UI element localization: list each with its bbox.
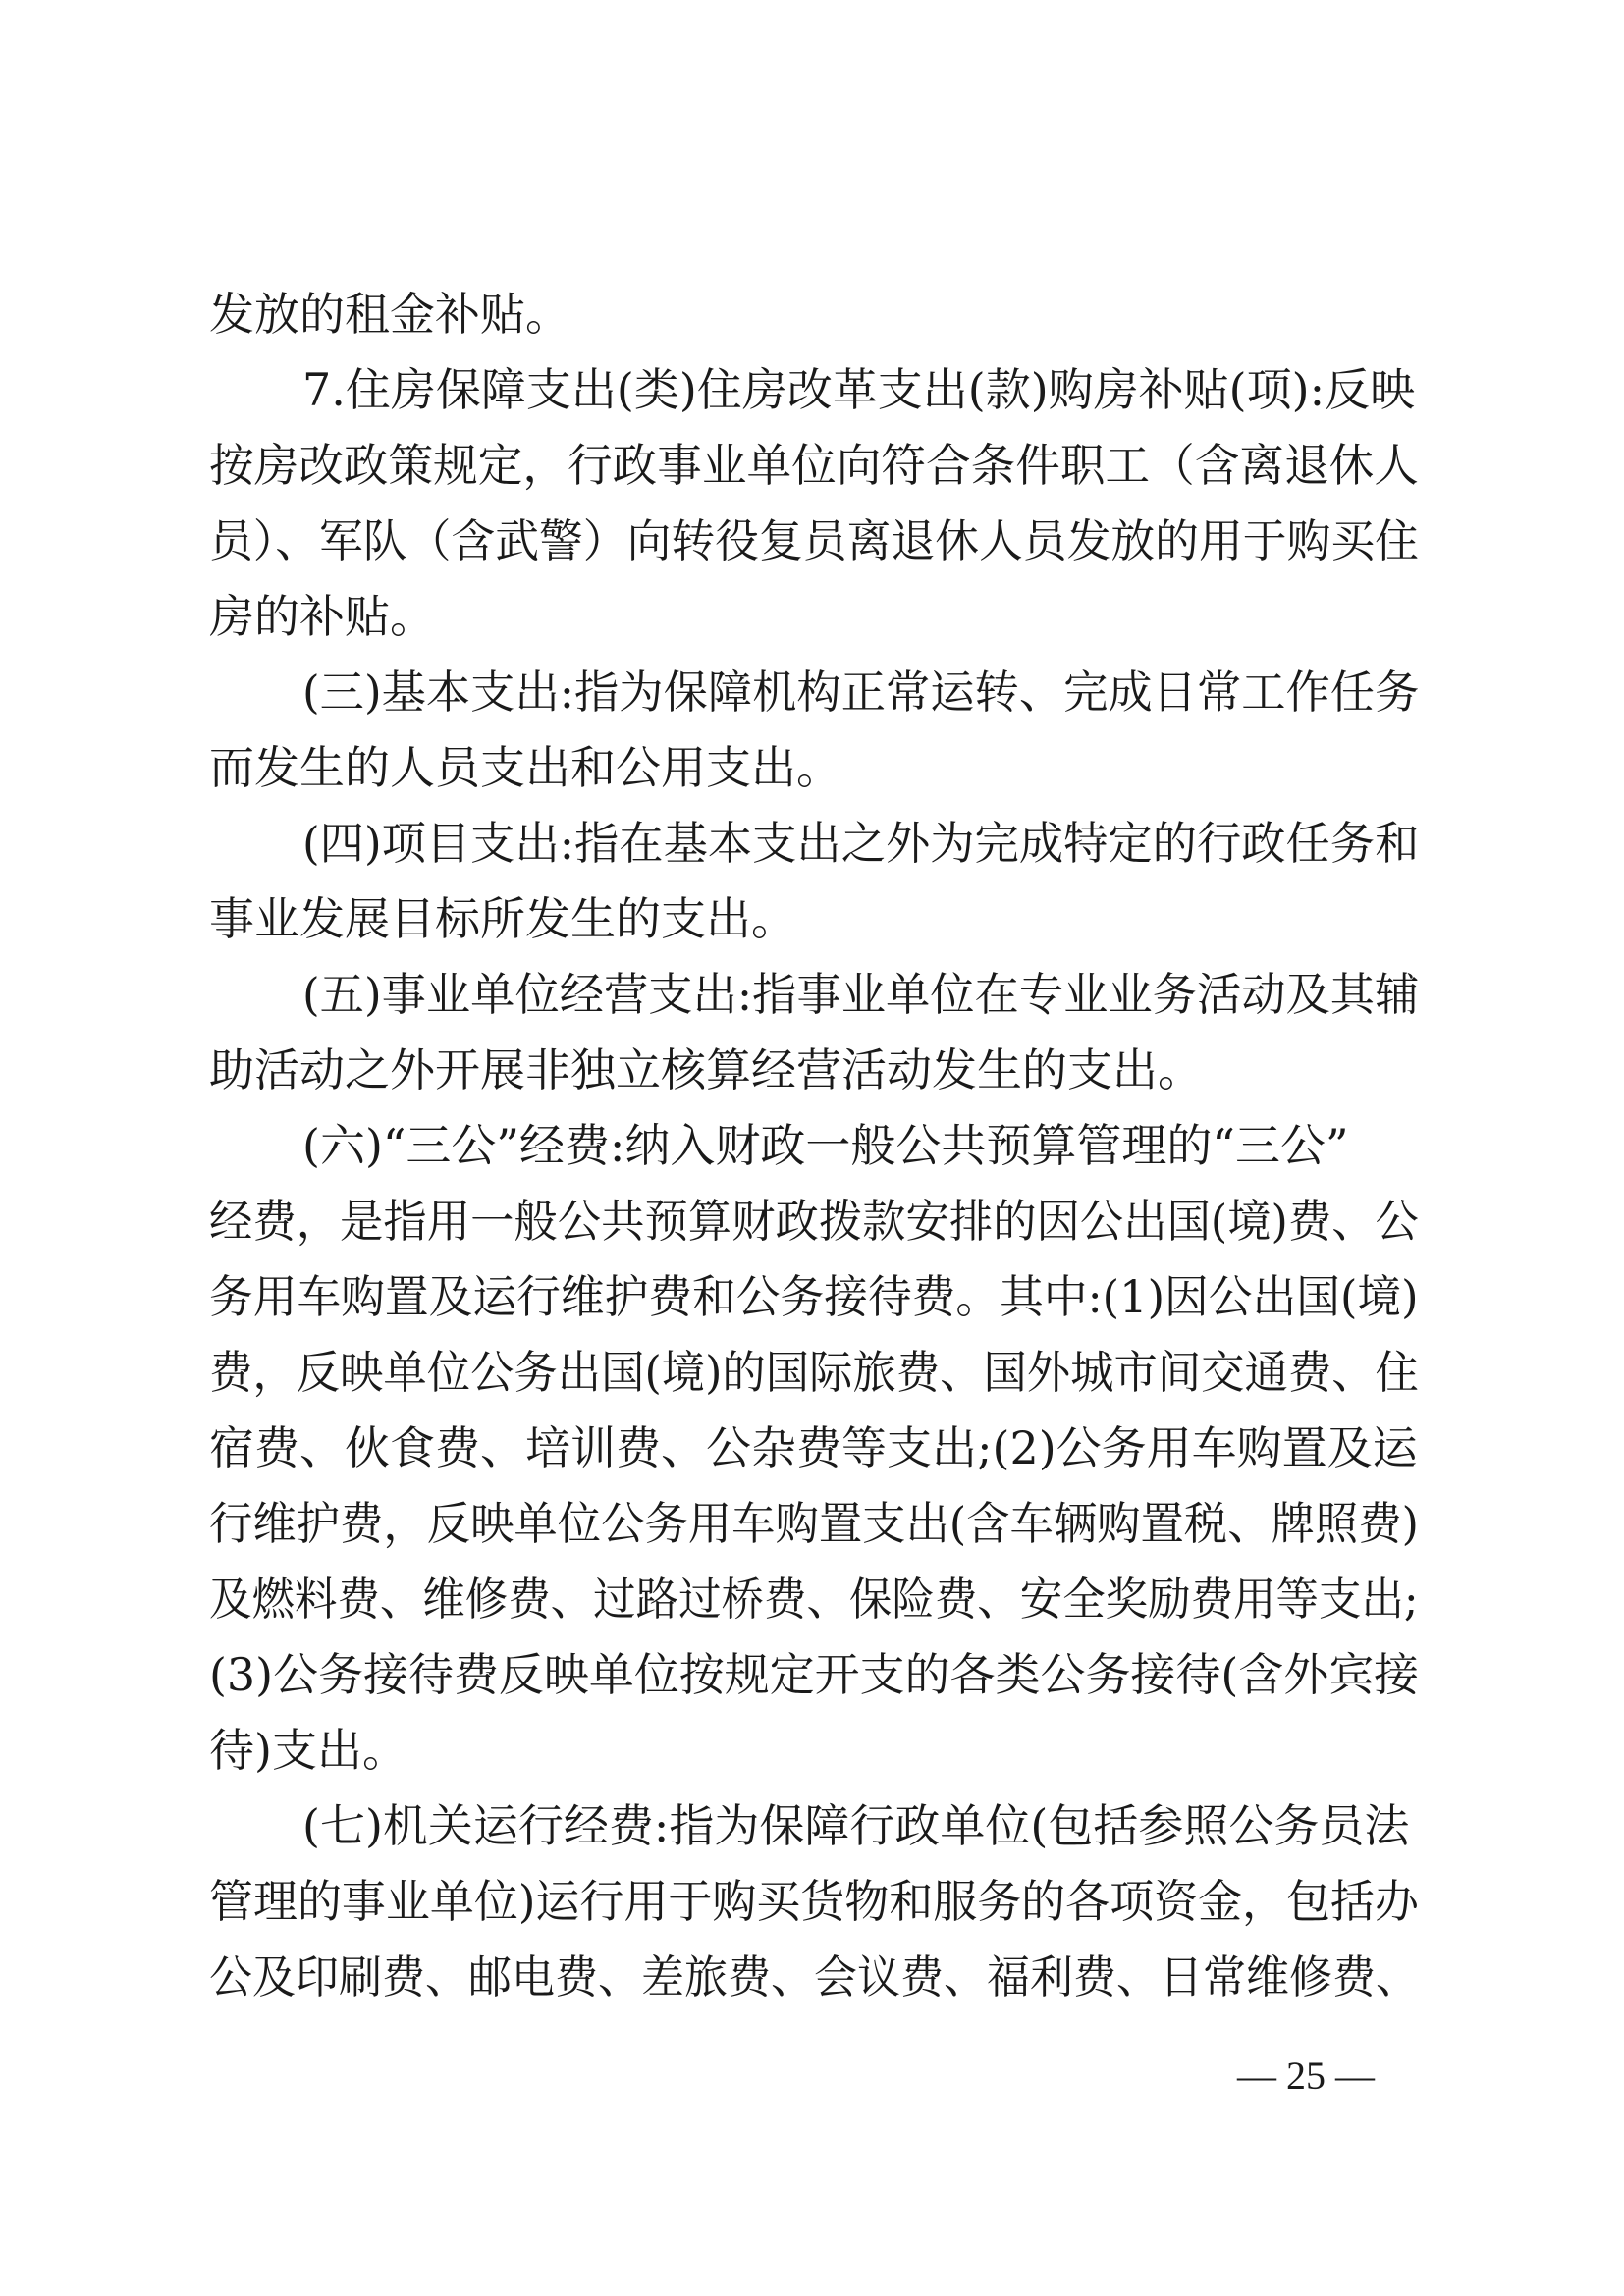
text-line-6: (三)基本支出:指为保障机构正常运转、完成日常工作任务 xyxy=(302,666,1420,719)
text-line-11: 助活动之外开展非独立核算经营活动发生的支出。 xyxy=(209,1043,1203,1096)
text-line-9: 事业发展目标所发生的支出。 xyxy=(209,892,796,945)
text-line-15: 费，反映单位公务出国(境)的国际旅费、国外城市间交通费、住 xyxy=(209,1346,1419,1399)
page-number: — 25 — xyxy=(1237,2054,1375,2098)
text-line-7: 而发生的人员支出和公用支出。 xyxy=(209,741,841,794)
text-line-21: (七)机关运行经费:指为保障行政单位(包括参照公务员法 xyxy=(302,1799,1410,1852)
text-line-5: 房的补贴。 xyxy=(209,590,435,643)
text-line-23: 公及印刷费、邮电费、差旅费、会议费、福利费、日常维修费、 xyxy=(209,1950,1419,2003)
text-line-17: 行维护费，反映单位公务用车购置支出(含车辆购置税、牌照费) xyxy=(209,1497,1419,1550)
text-line-19: (3)公务接待费反映单位按规定开支的各类公务接待(含外宾接 xyxy=(209,1648,1420,1701)
text-line-1: 发放的租金补贴。 xyxy=(209,288,570,341)
text-line-8: (四)项目支出:指在基本支出之外为完成特定的行政任务和 xyxy=(302,817,1420,870)
text-line-12: (六)“三公”经费:纳入财政一般公共预算管理的“三公” xyxy=(302,1119,1349,1172)
text-line-14: 务用车购置及运行维护费和公务接待费。其中:(1)因公出国(境) xyxy=(209,1270,1419,1323)
text-line-16: 宿费、伙食费、培训费、公杂费等支出;(2)公务用车购置及运 xyxy=(209,1421,1418,1474)
text-line-2: 7.住房保障支出(类)住房改革支出(款)购房补贴(项):反映 xyxy=(302,363,1416,416)
text-line-20: 待)支出。 xyxy=(209,1724,407,1777)
text-line-3: 按房改政策规定，行政事业单位向符合条件职工（含离退休人 xyxy=(209,439,1419,492)
text-line-10: (五)事业单位经营支出:指事业单位在专业业务活动及其辅 xyxy=(302,968,1420,1021)
text-line-13: 经费，是指用一般公共预算财政拨款安排的因公出国(境)费、公 xyxy=(209,1195,1419,1248)
text-line-22: 管理的事业单位)运行用于购买货物和服务的各项资金，包括办 xyxy=(209,1875,1419,1928)
text-line-18: 及燃料费、维修费、过路过桥费、保险费、安全奖励费用等支出; xyxy=(209,1573,1419,1626)
text-line-4: 员）、军队（含武警）向转役复员离退休人员发放的用于购买住 xyxy=(209,514,1419,567)
